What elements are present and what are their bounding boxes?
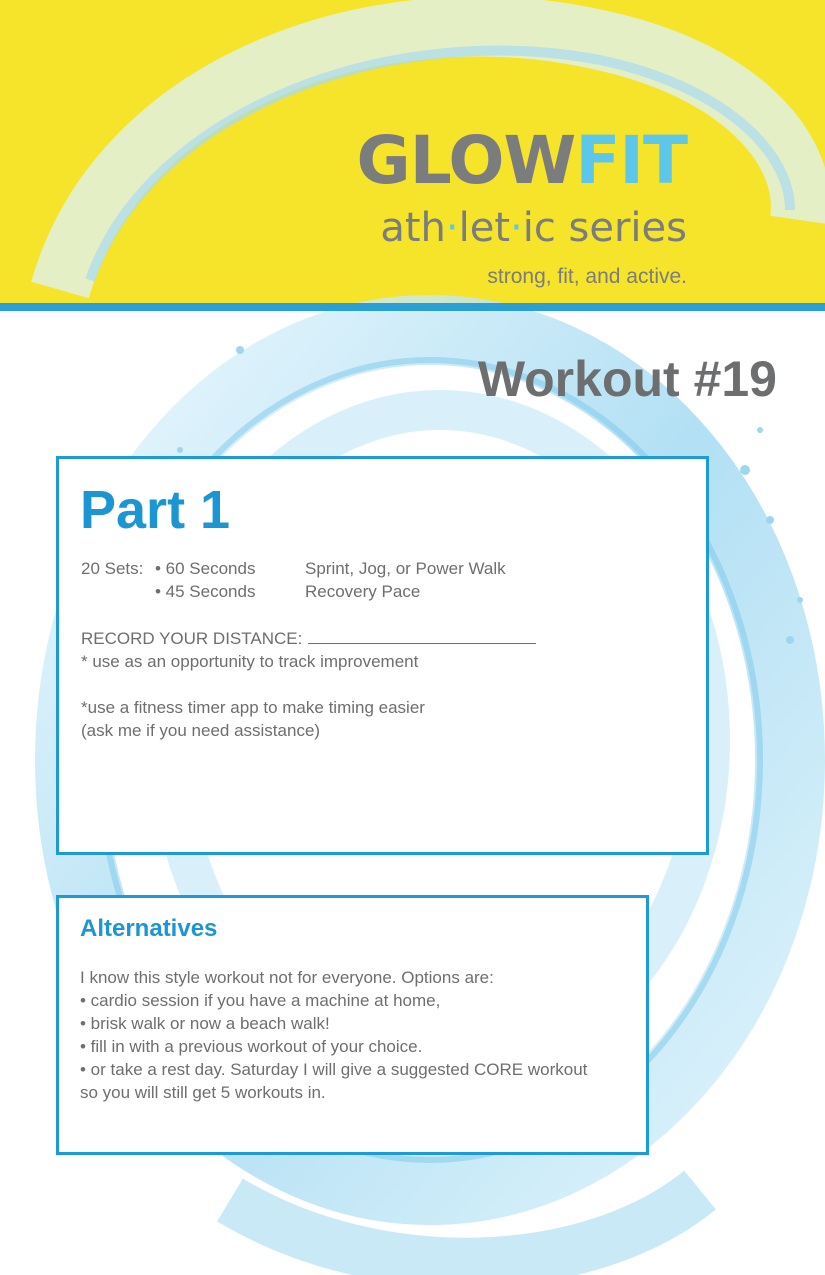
series-part: let [458,205,510,251]
interval-duration: • 45 Seconds [155,582,256,601]
record-section [81,627,536,673]
series-dot: · [510,205,523,251]
logo-glow: GLOW [356,122,576,199]
part1-title: Part 1 [80,480,231,540]
alternatives-list [80,966,587,1104]
timer-note: *use a fitness timer app to make timing easier [81,698,425,717]
series-name [380,205,687,251]
interval-activity: Recovery Pace [305,582,421,601]
interval-activity: Sprint, Jog, or Power Walk [305,559,506,578]
brand-logo [356,122,687,199]
tagline: strong, fit, and active. [487,265,687,288]
timer-section [81,696,425,742]
interval-activities [305,557,506,603]
workout-title: Workout #19 [477,351,777,407]
record-blank-line[interactable] [308,629,536,644]
alternative-line: • fill in with a previous workout of your choice. [80,1037,423,1056]
header-divider [0,303,825,311]
interval-durations [155,557,255,603]
alternative-line: so you will still get 5 workouts in. [80,1083,326,1102]
alternative-line: • brisk walk or now a beach walk! [80,1014,330,1033]
timer-note-2: (ask me if you need assistance) [81,721,321,740]
interval-duration: • 60 Seconds [155,559,256,578]
series-part: ath [380,205,446,251]
record-label: RECORD YOUR DISTANCE: [81,629,303,648]
alternatives-card [56,895,649,1155]
part1-card [56,456,709,855]
alternative-line: I know this style workout not for everyone. Options are: [80,968,494,987]
logo-fit: FIT [575,122,687,199]
alternatives-title: Alternatives [80,915,218,942]
record-note: * use as an opportunity to track improvement [81,652,419,671]
series-dot: · [445,205,459,251]
alternative-line: • cardio session if you have a machine at home, [80,991,441,1010]
alternative-line: • or take a rest day. Saturday I will give a suggested CORE workout [80,1060,588,1079]
series-part: ic series [522,205,687,251]
sets-label: 20 Sets: [81,559,144,578]
